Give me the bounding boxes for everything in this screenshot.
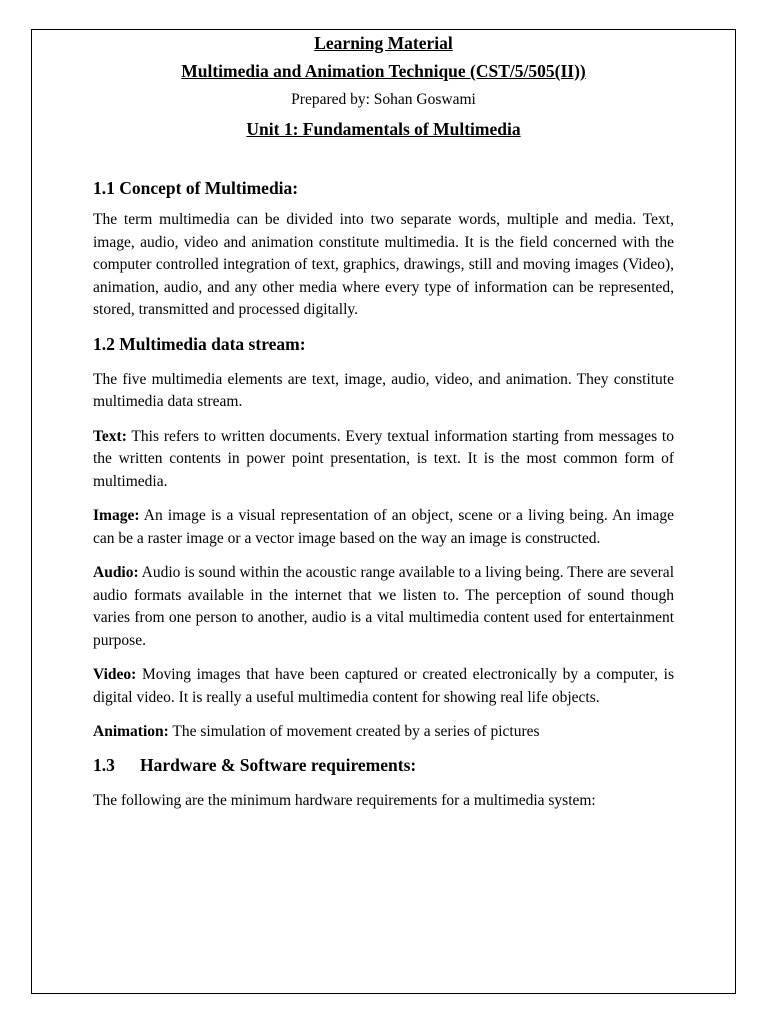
- section-body-1-1: The term multimedia can be divided into two separate words, multiple and media. Text, image, audio, video and animation constitute multimedia. It is the field concerned with the computer controlled integration of text, graphics, drawings, still and moving images (Video), animation, audio, and any other media where every type of information can be represented, stored, transmitted and processed digitally.: [93, 211, 674, 318]
- prepared-by: Prepared by: Sohan Goswami: [291, 91, 476, 108]
- element-image: [93, 505, 674, 550]
- term-description: Moving images that have been captured or created electronically by a computer, is digital video. It is really a useful multimedia content for showing real life objects.: [93, 666, 674, 706]
- course-title: Multimedia and Animation Technique (CST/5/505(II)): [181, 61, 586, 81]
- section-body-1-3: The following are the minimum hardware requirements for a multimedia system:: [93, 791, 596, 809]
- element-animation: [93, 721, 674, 744]
- element-video: [93, 664, 674, 709]
- term-label: Audio:: [93, 564, 139, 581]
- document-title: Learning Material: [314, 33, 453, 53]
- document-content: [93, 31, 674, 812]
- element-text: [93, 426, 674, 494]
- element-audio: [93, 562, 674, 652]
- section-heading-1-2: 1.2 Multimedia data stream:: [93, 333, 306, 354]
- section-number: 1.3: [93, 754, 115, 775]
- term-label: Video:: [93, 666, 137, 683]
- term-description: Audio is sound within the acoustic range available to a living being. There are several audio formats available in the internet that we listen to. The perception of sound though varies from one person to another, audio is a vital multimedia content used for entertainment purpose.: [93, 564, 674, 649]
- term-label: Image:: [93, 507, 140, 524]
- unit-title: Unit 1: Fundamentals of Multimedia: [246, 119, 521, 139]
- term-description: This refers to written documents. Every textual information starting from messages to the written contents in power point presentation, is text. It is the most common form of multimedia.: [93, 427, 674, 490]
- section-heading-1-3: [93, 752, 674, 778]
- section-intro-1-2: The five multimedia elements are text, image, audio, video, and animation. They constitute multimedia data stream.: [93, 370, 674, 410]
- term-label: Animation:: [93, 723, 169, 740]
- term-description: The simulation of movement created by a series of pictures: [168, 723, 540, 740]
- term-label: Text:: [93, 427, 127, 445]
- term-description: An image is a visual representation of an object, scene or a living being. An image can be a raster image or a vector image based on the way an image is constructed.: [93, 507, 674, 547]
- section-heading-text: Hardware & Software requirements:: [140, 754, 417, 775]
- section-heading-1-1: 1.1 Concept of Multimedia:: [93, 178, 299, 198]
